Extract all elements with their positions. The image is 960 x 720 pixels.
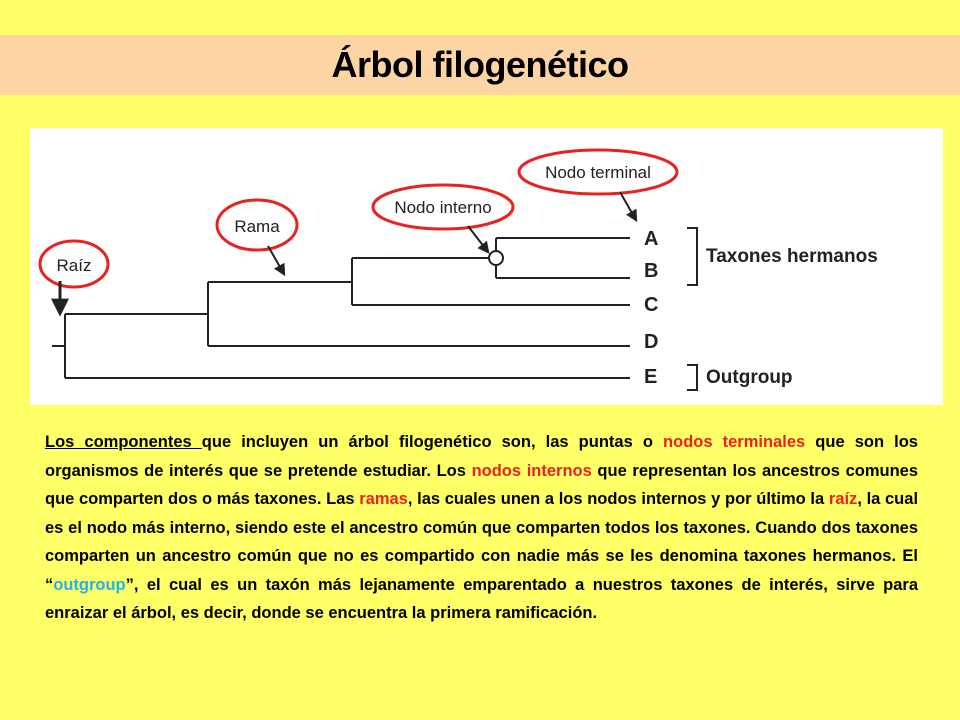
tree-branches	[52, 238, 630, 378]
internal-node-marker	[489, 251, 503, 265]
text-highlight-internal-nodes: nodos internos	[471, 461, 592, 480]
description-paragraph	[45, 428, 918, 628]
callout-nodo-interno-arrow	[468, 226, 488, 252]
taxon-label-c: C	[644, 294, 659, 316]
taxon-label-a: A	[644, 228, 659, 250]
callout-nodo-interno-label: Nodo interno	[394, 198, 492, 217]
phylogenetic-tree-diagram	[30, 128, 943, 405]
title-bar	[0, 35, 960, 95]
text-segment: ”, el cual es un taxón más lejanamente emparentado a nuestros taxones de interés, sirve para enraizar el árbol, es decir, donde se encuentra la primera ramificación.	[45, 575, 918, 622]
callout-raiz-label: Raíz	[56, 256, 92, 275]
sister-taxa-label: Taxones hermanos	[706, 246, 878, 267]
outgroup-label: Outgroup	[706, 367, 793, 388]
text-highlight-branches: ramas	[359, 490, 408, 508]
callout-rama-arrow	[268, 246, 284, 274]
taxon-label-d: D	[644, 331, 659, 353]
sister-bracket	[687, 228, 697, 285]
text-segment: , las cuales unen a los nodos internos y por último la	[407, 490, 829, 508]
outgroup-bracket	[687, 365, 697, 390]
text-segment: , la cual es el nodo más interno, siendo este el ancestro común que comparten todos los taxones. Cuando dos taxones comparten un ancestro común que no es compartido con nadie más se les denomina taxones hermanos. El “	[45, 490, 919, 594]
text-highlight-root: raíz	[828, 490, 858, 508]
text-segment: que representan los ancestros comunes que comparten dos o más taxones. Las	[45, 461, 919, 508]
text-highlight-terminal-nodes: nodos terminales	[663, 433, 806, 451]
page-title: Árbol filogenético	[331, 44, 629, 85]
callout-rama-label: Rama	[234, 217, 280, 236]
text-underlined-components: Los componentes	[45, 433, 202, 451]
callout-nodo-terminal-label: Nodo terminal	[545, 163, 651, 182]
text-segment: que incluyen un árbol filogenético son, las puntas o	[201, 433, 664, 451]
tree-svg	[30, 128, 943, 405]
text-highlight-outgroup: outgroup	[53, 575, 126, 594]
taxon-label-e: E	[644, 366, 658, 388]
callout-nodo-terminal-arrow	[620, 192, 636, 220]
taxon-label-b: B	[644, 260, 659, 282]
text-segment: que son los organismos de interés que se pretende estudiar. Los	[45, 433, 918, 480]
